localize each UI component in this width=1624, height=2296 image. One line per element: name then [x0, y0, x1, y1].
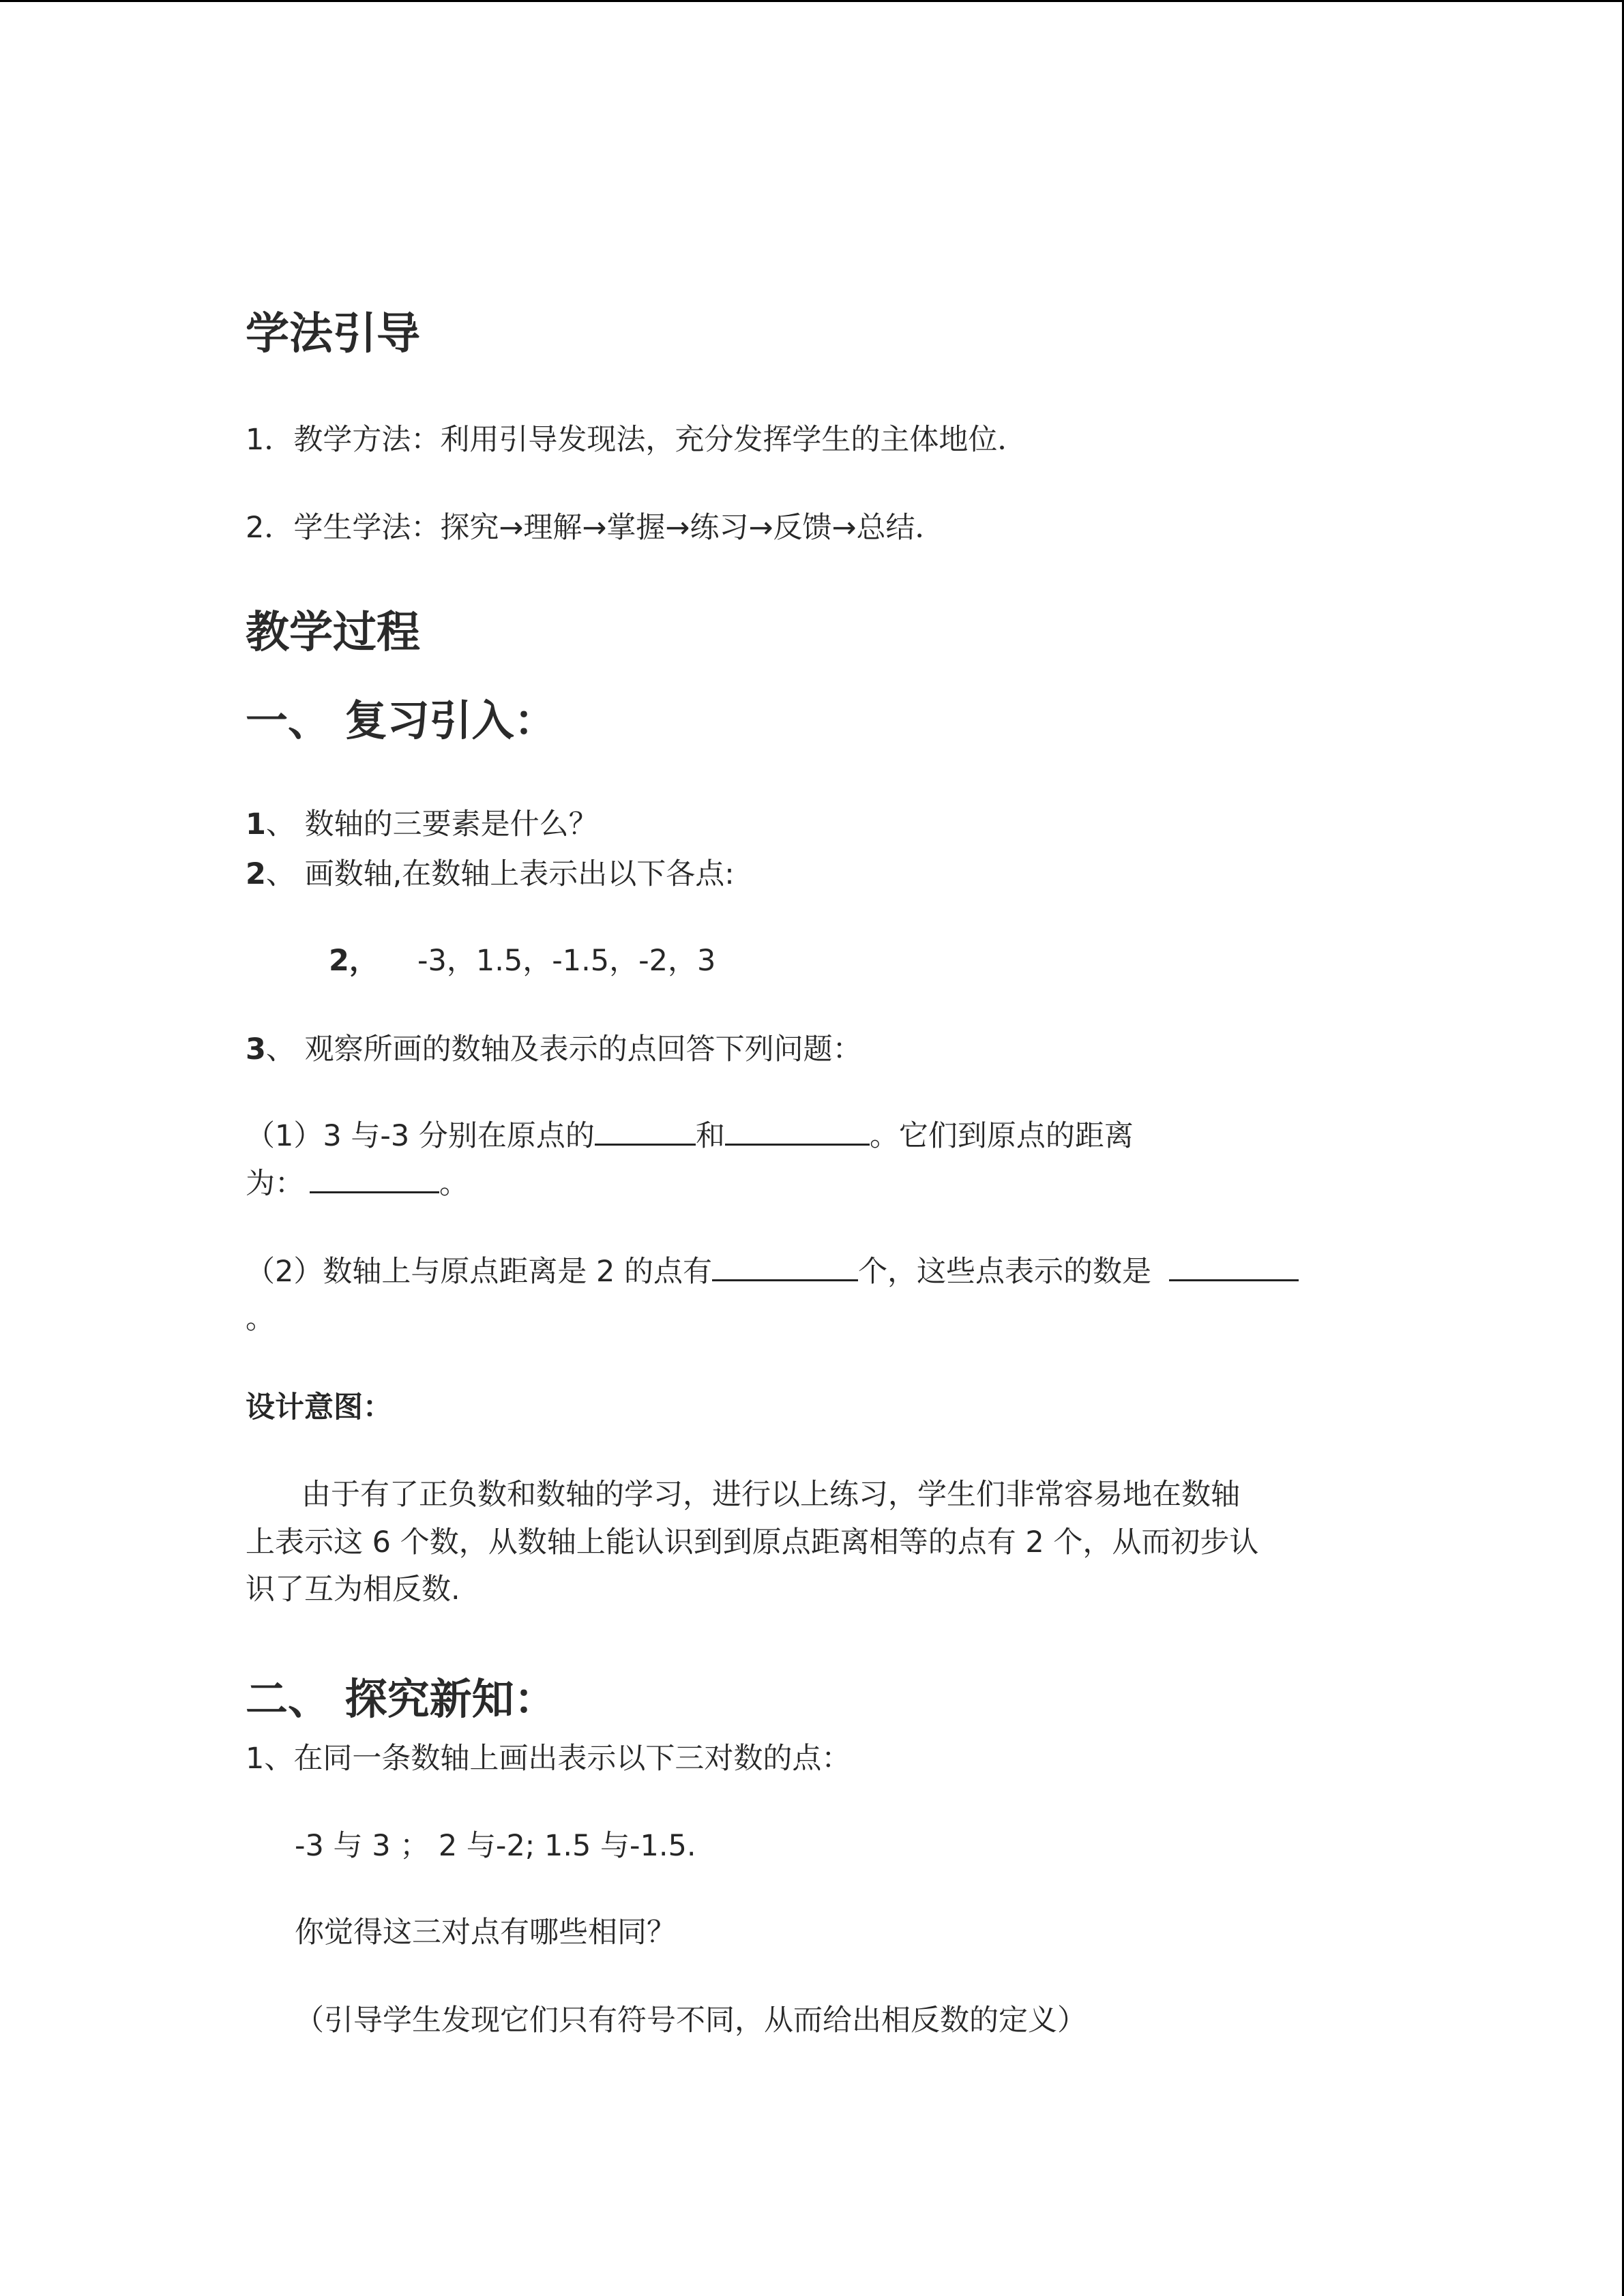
points-list: -3，1.5，-1.5，-2，3: [417, 944, 716, 978]
page-top-border: [0, 0, 1624, 2]
answer-blank-5[interactable]: [1169, 1252, 1299, 1281]
design-intent-label: 设计意图：: [246, 1390, 392, 1425]
sub-question-2-part-b: 个，这些点表示的数是: [858, 1255, 1152, 1289]
explore-item-1: 1、在同一条数轴上画出表示以下三对数的点：: [246, 1742, 851, 1776]
sub-question-1-line-2: [246, 1161, 469, 1202]
review-question-1-text: 、 数轴的三要素是什么？: [265, 807, 598, 841]
study-method-item-1: 1．教学方法：利用引导发现法，充分发挥学生的主体地位．: [246, 423, 1027, 457]
review-question-3-text: 、 观察所画的数轴及表示的点回答下列问题：: [265, 1032, 862, 1067]
number-pairs: -3 与 3 ； 2 与-2; 1.5 与-1.5.: [295, 1829, 696, 1863]
design-intent-line-1: 由于有了正负数和数轴的学习，进行以上练习，学生们非常容易地在数轴: [301, 1478, 1240, 1512]
answer-blank-2[interactable]: [725, 1116, 870, 1146]
design-intent-line-2: 上表示这 6 个数，从数轴上能认识到到原点距离相等的点有 2 个，从而初步认: [246, 1525, 1259, 1560]
sub-question-2-part-a: （2）数轴上与原点距离是 2 的点有: [246, 1255, 713, 1289]
review-question-2: [246, 851, 735, 893]
section-title-study-method: 学法引导: [246, 309, 420, 359]
review-question-2-text: 、 画数轴,在数轴上表示出以下各点:: [265, 857, 735, 891]
answer-blank-3[interactable]: [310, 1164, 439, 1193]
sub-question-1-part-a: （1）3 与-3 分别在原点的: [246, 1119, 595, 1153]
answer-blank-1[interactable]: [595, 1116, 696, 1146]
sub-question-2: [246, 1249, 1299, 1290]
explore-question: 你觉得这三对点有哪些相同？: [295, 1915, 676, 1950]
review-question-3-number: 3: [246, 1032, 266, 1067]
review-question-1: [246, 801, 598, 843]
sub-question-2-end: 。: [246, 1302, 275, 1336]
sub-question-1-part-d: 为：: [246, 1167, 304, 1201]
review-question-1-number: 1: [246, 807, 266, 841]
points-first: 2，: [329, 944, 379, 978]
design-intent-line-3: 识了互为相反数.: [246, 1572, 460, 1607]
study-method-item-2: 2．学生学法：探究→理解→掌握→练习→反馈→总结．: [246, 511, 945, 545]
answer-blank-4[interactable]: [712, 1252, 858, 1281]
review-question-3: [246, 1026, 862, 1068]
sub-question-1-part-c: 。它们到原点的距离: [869, 1119, 1134, 1153]
sub-question-1-part-b: 和: [695, 1119, 725, 1153]
part2-heading: 二、 探究新知：: [246, 1674, 557, 1724]
section-title-teaching-process: 教学过程: [246, 608, 420, 658]
teaching-hint: （引导学生发现它们只有符号不同，从而给出相反数的定义）: [295, 2003, 1087, 2038]
review-question-2-number: 2: [246, 857, 266, 891]
part1-heading: 一、 复习引入：: [246, 696, 557, 745]
sub-question-1: [246, 1113, 1134, 1154]
sub-question-1-part-e: 。: [439, 1167, 469, 1201]
